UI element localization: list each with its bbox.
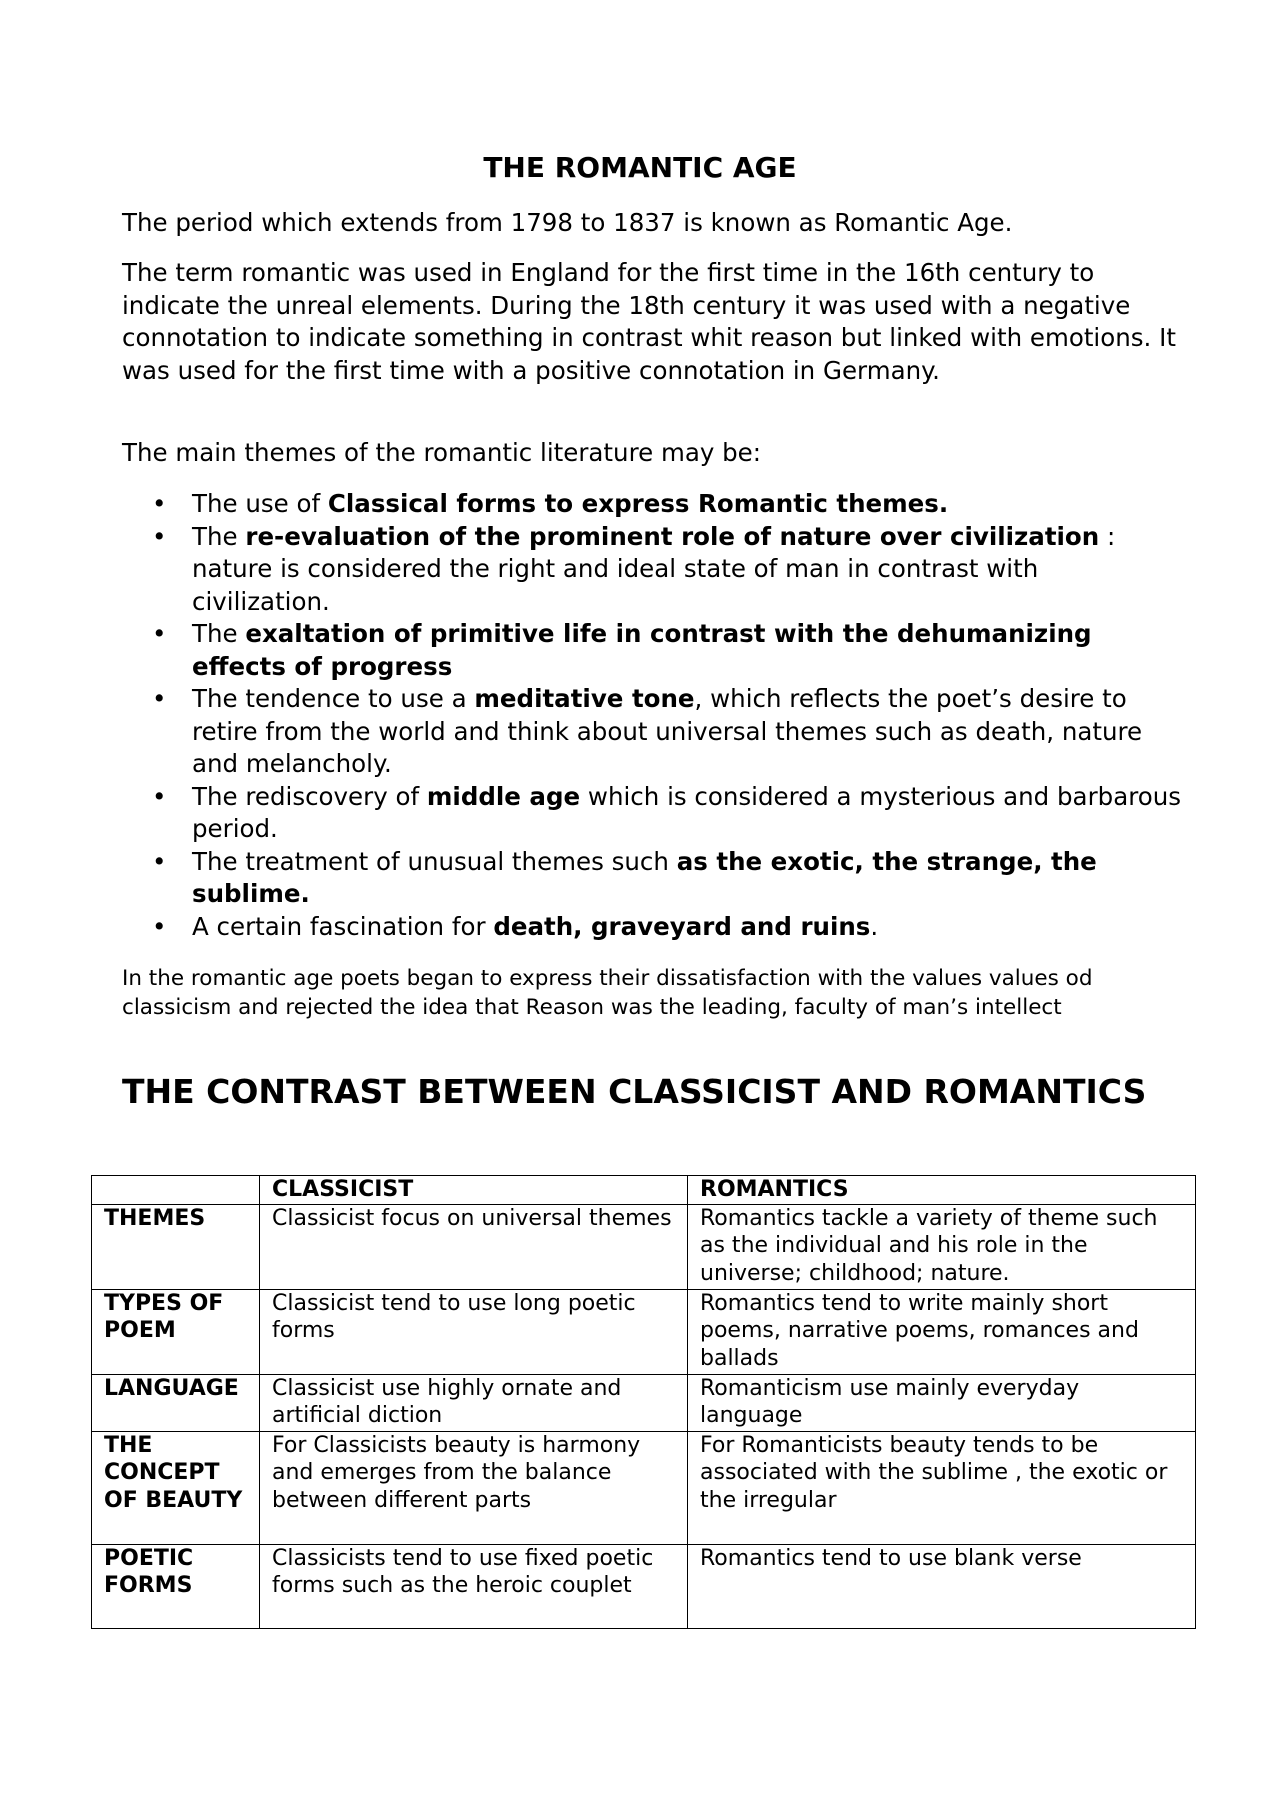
section-title: THE CONTRAST BETWEEN CLASSICIST AND ROMANTICS [122,1072,1147,1111]
themes-intro-paragraph: The main themes of the romantic literature may be: [122,438,762,467]
list-item: • The re-evaluation of the prominent role of nature over civilization : nature is considered the right and ideal state of man in contrast with civilization. [152,521,1116,616]
bullet-icon: • [152,619,167,648]
page-title: THE ROMANTIC AGE [483,151,797,184]
table-row [92,1289,1196,1374]
bullet-icon: • [152,911,167,941]
romantics-cell: Romantics tackle a variety of theme such as the individual and his role in the universe; childhood; nature. [688,1204,1196,1289]
row-label: POETIC FORMS [92,1544,260,1628]
table-row [92,1204,1196,1289]
table-header-cell [92,1176,260,1205]
row-label: LANGUAGE [92,1374,260,1431]
bullet-icon: • [152,781,167,811]
list-item: • The use of Classical forms to express Romantic themes. [122,488,1182,521]
bullet-icon: • [152,489,167,518]
term-paragraph: The term romantic was used in England for the first time in the 16th century to indicate the unreal elements. During the 18th century it was used with a negative connotation to indicate something in contrast whit reason but linked with emotions. It was used for the first time with a positive connotation in Germany. [122,258,1176,385]
table-header-cell: ROMANTICS [688,1176,1196,1205]
classicist-cell: For Classicists beauty is harmony and emerges from the balance between different parts [260,1431,688,1544]
table-row [92,1544,1196,1628]
row-label: TYPES OF POEM [92,1289,260,1374]
romantics-cell: Romanticism use mainly everyday language [688,1374,1196,1431]
comparison-table [91,1175,1196,1629]
romantics-cell: For Romanticists beauty tends to be associated with the sublime , the exotic or the irregular [688,1431,1196,1544]
list-item: • The exaltation of primitive life in contrast with the dehumanizing effects of progress [152,619,1092,681]
classicist-cell: Classicist tend to use long poetic forms [260,1289,688,1374]
themes-list [122,488,1182,943]
table-header-row [92,1176,1196,1205]
bullet-icon: • [152,846,167,876]
intro-paragraph: The period which extends from 1798 to 1837 is known as Romantic Age. [122,208,1013,237]
classicist-cell: Classicists tend to use fixed poetic forms such as the heroic couplet [260,1544,688,1628]
bullet-icon: • [152,684,167,713]
table-row [92,1374,1196,1431]
romantics-cell: Romantics tend to write mainly short poems, narrative poems, romances and ballads [688,1289,1196,1374]
table-header-cell: CLASSICIST [260,1176,688,1205]
row-label: THE CONCEPT OF BEAUTY [92,1431,260,1544]
classicist-cell: Classicist focus on universal themes [260,1204,688,1289]
list-item: • The tendence to use a meditative tone, which reflects the poet’s desire to retire from the world and think about universal themes such as death, nature and melancholy. [152,684,1143,778]
classicist-cell: Classicist use highly ornate and artificial diction [260,1374,688,1431]
list-item: • The rediscovery of middle age which is considered a mysterious and barbarous period. [152,781,1182,843]
list-item: • The treatment of unusual themes such as the exotic, the strange, the sublime. [152,846,1097,908]
conclusion-paragraph: In the romantic age poets began to express their dissatisfaction with the values values od classicism and rejected the idea that Reason was the leading, faculty of man’s intellect [122,966,1093,1020]
bullet-icon: • [152,521,167,551]
romantics-cell: Romantics tend to use blank verse [688,1544,1196,1628]
row-label: THEMES [92,1204,260,1289]
table-row [92,1431,1196,1544]
list-item: • A certain fascination for death, graveyard and ruins. [122,911,1182,944]
